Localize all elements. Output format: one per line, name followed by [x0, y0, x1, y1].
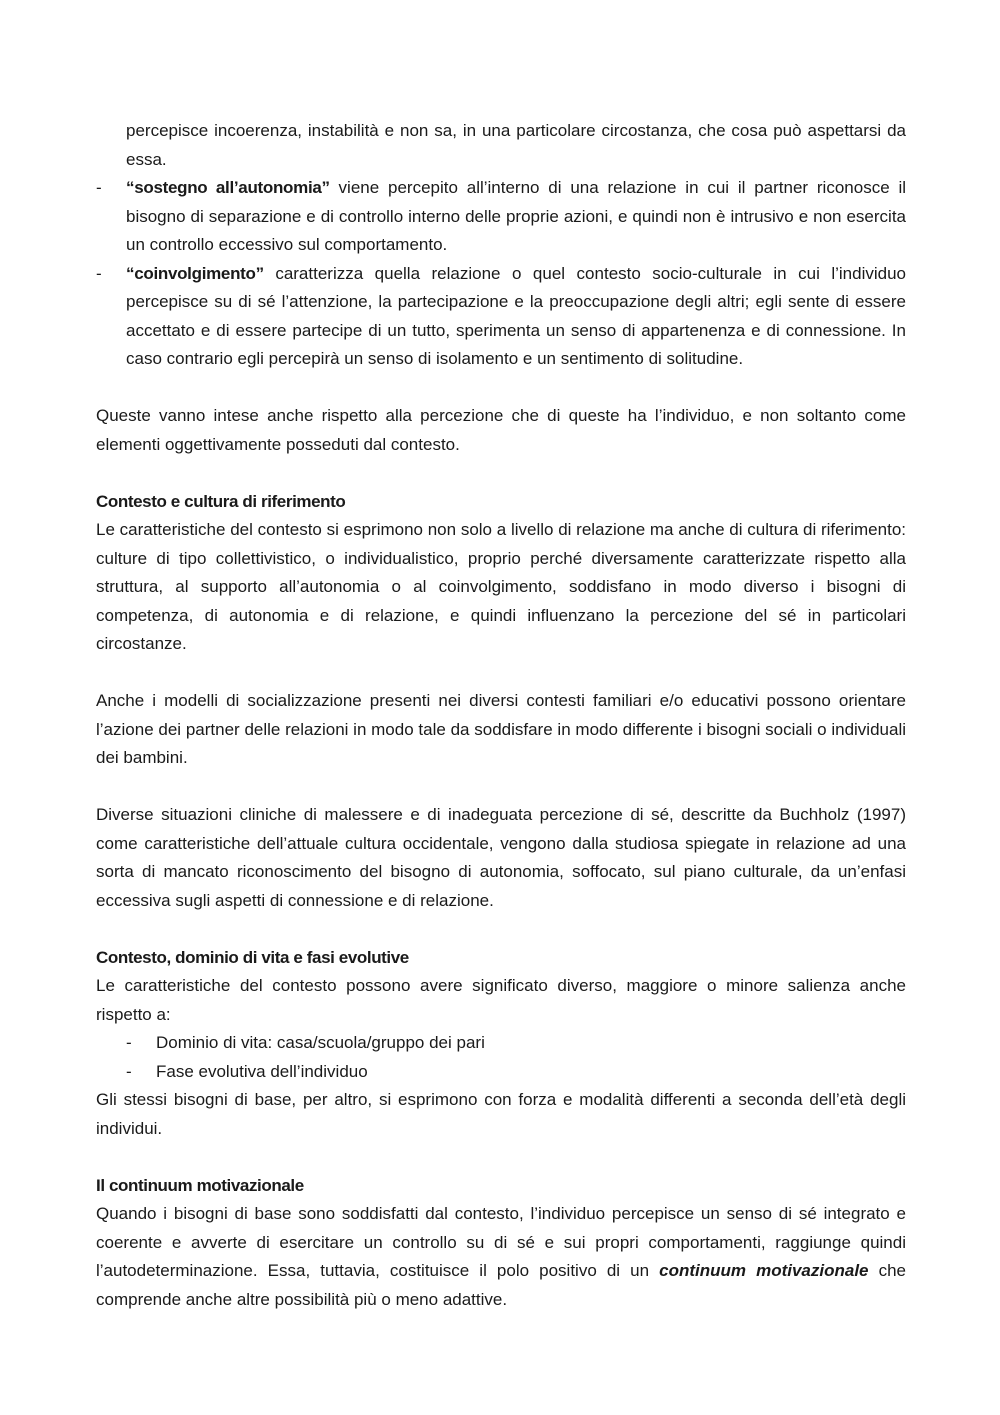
list-item-continuation: percepisce incoerenza, instabilità e non sa, in una particolare circostanza, che cosa può aspettarsi da essa.: [126, 121, 906, 169]
spacer: [96, 659, 906, 688]
spacer: [96, 773, 906, 802]
page-content: [96, 117, 906, 1314]
section-heading: Il continuum motivazionale: [96, 1175, 304, 1195]
list-dash: -: [126, 1061, 132, 1081]
paragraph: Gli stessi bisogni di base, per altro, si esprimono con forza e modalità differenti a seconda dell’età degli individui.: [96, 1090, 906, 1138]
list-dash: -: [96, 178, 102, 197]
spacer: [96, 1143, 906, 1172]
paragraph-text: Quando i bisogni di base sono soddisfatti dal contesto, l’individuo percepisce un senso di sé integrato e coerente e avverte di esercitare un controllo su di sé e sui propri comportamenti, raggiunge quindi l’autodeterminazione. Essa, tuttavia, costituisce il polo positivo di un: [96, 1204, 906, 1280]
spacer: [96, 374, 906, 403]
paragraph: Diverse situazioni cliniche di malessere e di inadeguata percezione di sé, descritte da Buchholz (1997) come caratteristiche dell’attuale cultura occidentale, vengono dalla studiosa spiegate in relazione ad una sorta di mancato riconoscimento del bisogno di autonomia, soffocato, sul piano culturale, da un’enfasi eccessiva sugli aspetti di connessione e di relazione.: [96, 805, 906, 910]
paragraph: [96, 1200, 906, 1314]
list-item-autonomy-support: [96, 174, 906, 260]
paragraph-text: che comprende anche altre possibilità più o meno adattive.: [96, 1261, 906, 1309]
list-item-text: Fase evolutiva dell’individuo: [156, 1061, 368, 1081]
term-involvement: “coinvolgimento”: [126, 263, 264, 283]
list-item-text: caratterizza quella relazione o quel contesto socio-culturale in cui l’individuo percepisce su di sé l’attenzione, la partecipazione e la preoccupazione degli altri; egli sente di essere accettato e di essere partecipe di un tutto, sperimenta un senso di appartenenza e di connessione. In caso contrario egli percepirà un senso di isolamento e un sentimento di solitudine.: [126, 263, 906, 368]
paragraph: Le caratteristiche del contesto possono avere significato diverso, maggiore o minore salienza anche rispetto a:: [96, 976, 906, 1024]
list-dash: -: [126, 1033, 132, 1052]
term-continuum: continuum motivazionale: [659, 1261, 869, 1280]
paragraph: Anche i modelli di socializzazione presenti nei diversi contesti familiari e/o educativi possono orientare l’azione dei partner delle relazioni in modo tale da soddisfare in modo differente i bisogni sociali o individuali dei bambini.: [96, 691, 906, 767]
paragraph: Le caratteristiche del contesto si esprimono non solo a livello di relazione ma anche di cultura di riferimento: culture di tipo collettivistico, o individualistico, proprio perché diversamente caratterizzate rispetto alla struttura, al supporto all’autonomia o al coinvolgimento, soddisfano in modo diverso i bisogni di competenza, di autonomia e di relazione, e quindi influenzano la percezione del sé in particolari circostanze.: [96, 520, 906, 653]
list-item: [96, 1058, 906, 1087]
spacer: [96, 459, 906, 488]
list-item-text: Dominio di vita: casa/scuola/gruppo dei pari: [156, 1033, 485, 1052]
paragraph: Queste vanno intese anche rispetto alla percezione che di queste ha l’individuo, e non soltanto come elementi oggettivamente posseduti dal contesto.: [96, 406, 906, 454]
list-item-text: viene percepito all’interno di una relazione in cui il partner riconosce il bisogno di separazione e di controllo interno delle proprie azioni, e quindi non è intrusivo e non esercita un controllo eccessivo sul comportamento.: [126, 178, 907, 254]
term-autonomy-support: “sostegno all’autonomia”: [126, 178, 330, 197]
spacer: [96, 915, 906, 944]
list-item: [96, 1029, 906, 1058]
section-heading: Contesto, dominio di vita e fasi evolutive: [96, 947, 409, 967]
list-item-involvement: [96, 260, 906, 374]
section-heading: Contesto e cultura di riferimento: [96, 491, 346, 511]
list-dash: -: [96, 263, 102, 283]
